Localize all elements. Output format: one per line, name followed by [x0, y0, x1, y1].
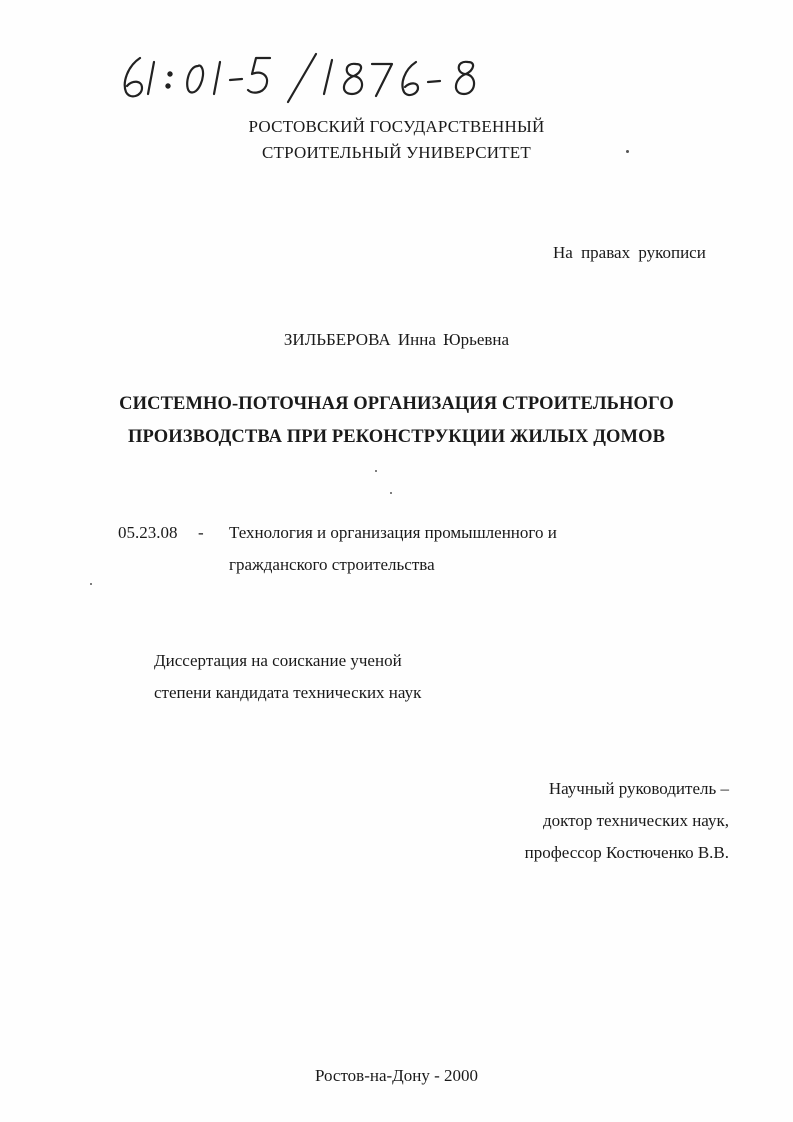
- specialty-name-line2: гражданского строительства: [229, 555, 435, 574]
- manuscript-rights-note: На правах рукописи: [553, 243, 706, 262]
- advisor-line2: доктор технических наук,: [542, 811, 729, 830]
- author-name: ЗИЛЬБЕРОВА Инна Юрьевна: [283, 330, 510, 349]
- advisor-line1: Научный руководитель –: [548, 779, 729, 798]
- advisor-line3: профессор Костюченко В.В.: [524, 843, 729, 862]
- scan-speck: [375, 470, 377, 472]
- scan-speck: [390, 492, 392, 494]
- dissertation-title-line1: СИСТЕМНО-ПОТОЧНАЯ ОРГАНИЗАЦИЯ СТРОИТЕЛЬНОГО: [119, 394, 674, 414]
- specialty-code: 05.23.08: [118, 523, 178, 542]
- dissertation-type-line2: степени кандидата технических наук: [154, 683, 422, 702]
- university-name-line1: РОСТОВСКИЙ ГОСУДАРСТВЕННЫЙ: [248, 117, 545, 136]
- specialty-name-line1: Технология и организация промышленного и: [229, 523, 557, 542]
- dissertation-type-line1: Диссертация на соискание ученой: [154, 651, 402, 670]
- city-year: Ростов-на-Дону - 2000: [314, 1066, 479, 1085]
- university-name-line2: СТРОИТЕЛЬНЫЙ УНИВЕРСИТЕТ: [262, 143, 531, 162]
- specialty-dash: -: [198, 523, 204, 542]
- dissertation-title-line2: ПРОИЗВОДСТВА ПРИ РЕКОНСТРУКЦИИ ЖИЛЫХ ДОМОВ: [127, 427, 666, 447]
- handwritten-archive-number: [118, 52, 488, 104]
- scan-speck: [626, 150, 629, 153]
- scan-speck: [90, 583, 92, 585]
